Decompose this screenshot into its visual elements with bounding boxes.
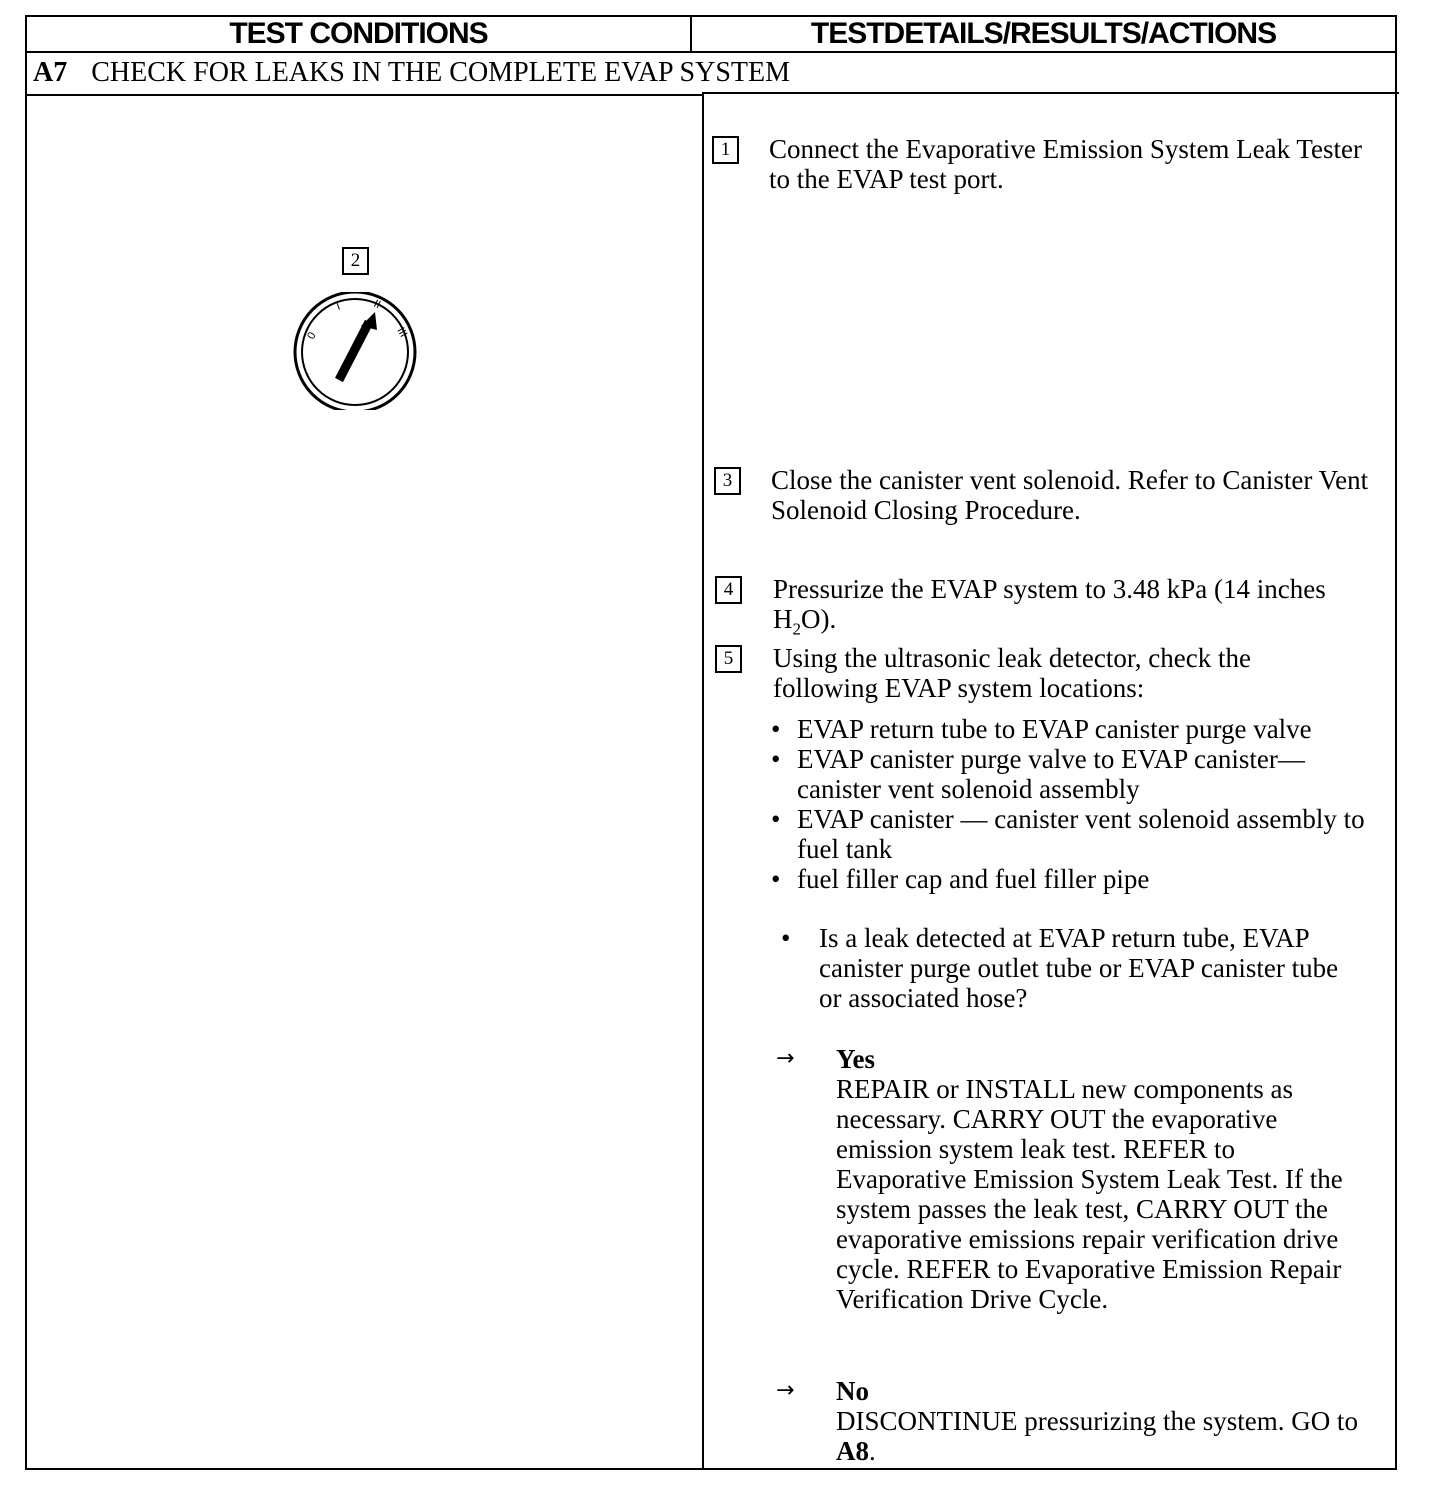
column-divider (702, 94, 704, 1468)
answer-no (776, 1376, 1391, 1466)
step-1-box: 1 (712, 136, 739, 164)
location-item: • fuel filler cap and fuel filler pipe (771, 864, 1376, 894)
switch-pos-2: II (371, 297, 383, 312)
question-text: Is a leak detected at EVAP return tube, EVAP canister purge outlet tube or EVAP canister tube or associated hose? (819, 923, 1339, 1013)
answer-no-text-a: DISCONTINUE pressurizing the system. GO to (836, 1406, 1358, 1436)
leak-question (781, 923, 1364, 1013)
header-test-details: TESTDETAILS/RESULTS/ACTIONS (810, 17, 1277, 50)
answer-yes-text: REPAIR or INSTALL new components as necessary. CARRY OUT the evaporative emission system leak test. REFER to Evaporative Emission System Leak Test. If the system passes the leak test, CARRY OUT the evaporative emissions repair verification drive cycle. REFER to Evaporative Emission Repair Verification Drive Cycle. (836, 1074, 1343, 1314)
location-item: • EVAP canister — canister vent solenoid assembly to fuel tank (771, 804, 1376, 864)
step-5-box: 5 (715, 645, 742, 673)
section-divider-left (27, 94, 704, 96)
answer-yes (776, 1044, 1391, 1314)
step-5-locations (771, 714, 1376, 894)
step-1-text: Connect the Evaporative Emission System Leak Tester to the EVAP test port. (769, 134, 1362, 194)
switch-pos-3: III (394, 325, 410, 340)
step-2-box: 2 (342, 247, 369, 275)
step-3-text: Close the canister vent solenoid. Refer to Canister Vent Solenoid Closing Procedure. (771, 465, 1369, 525)
section-divider-right (702, 92, 1399, 94)
ignition-key-switch-icon (293, 292, 417, 415)
location-item: • EVAP canister purge valve to EVAP canister—canister vent solenoid assembly (771, 744, 1376, 804)
switch-pos-0: 0 (305, 330, 319, 342)
section-heading: CHECK FOR LEAKS IN THE COMPLETE EVAP SYSTEM (91, 57, 791, 88)
answer-no-text (836, 1406, 1391, 1466)
location-item: • EVAP return tube to EVAP canister purge valve (771, 714, 1376, 744)
question-bullet: • (781, 923, 791, 953)
section-code: A7 (33, 57, 68, 88)
goto-a8-link[interactable]: A8 (836, 1436, 869, 1466)
header-divider (27, 51, 1395, 53)
switch-pos-1: I (334, 300, 342, 313)
step-4-text-a: Pressurize the EVAP system to 3.48 kPa (14 inches H (773, 574, 1326, 634)
step-4-text (773, 574, 1388, 644)
answer-yes-label: Yes (836, 1044, 875, 1074)
header-test-conditions: TEST CONDITIONS (27, 17, 692, 51)
step-4-text-b: O). (801, 604, 837, 634)
arrow-right-icon: → (776, 1378, 795, 1403)
answer-no-label: No (836, 1376, 869, 1406)
step-4-box: 4 (715, 576, 742, 604)
step-3-box: 3 (714, 467, 741, 495)
step-4-subscript: 2 (792, 619, 801, 639)
answer-no-text-b: . (869, 1436, 876, 1466)
step-5-text: Using the ultrasonic leak detector, check the following EVAP system locations: (773, 643, 1251, 703)
arrow-right-icon: → (776, 1046, 795, 1071)
section-title (33, 57, 790, 89)
